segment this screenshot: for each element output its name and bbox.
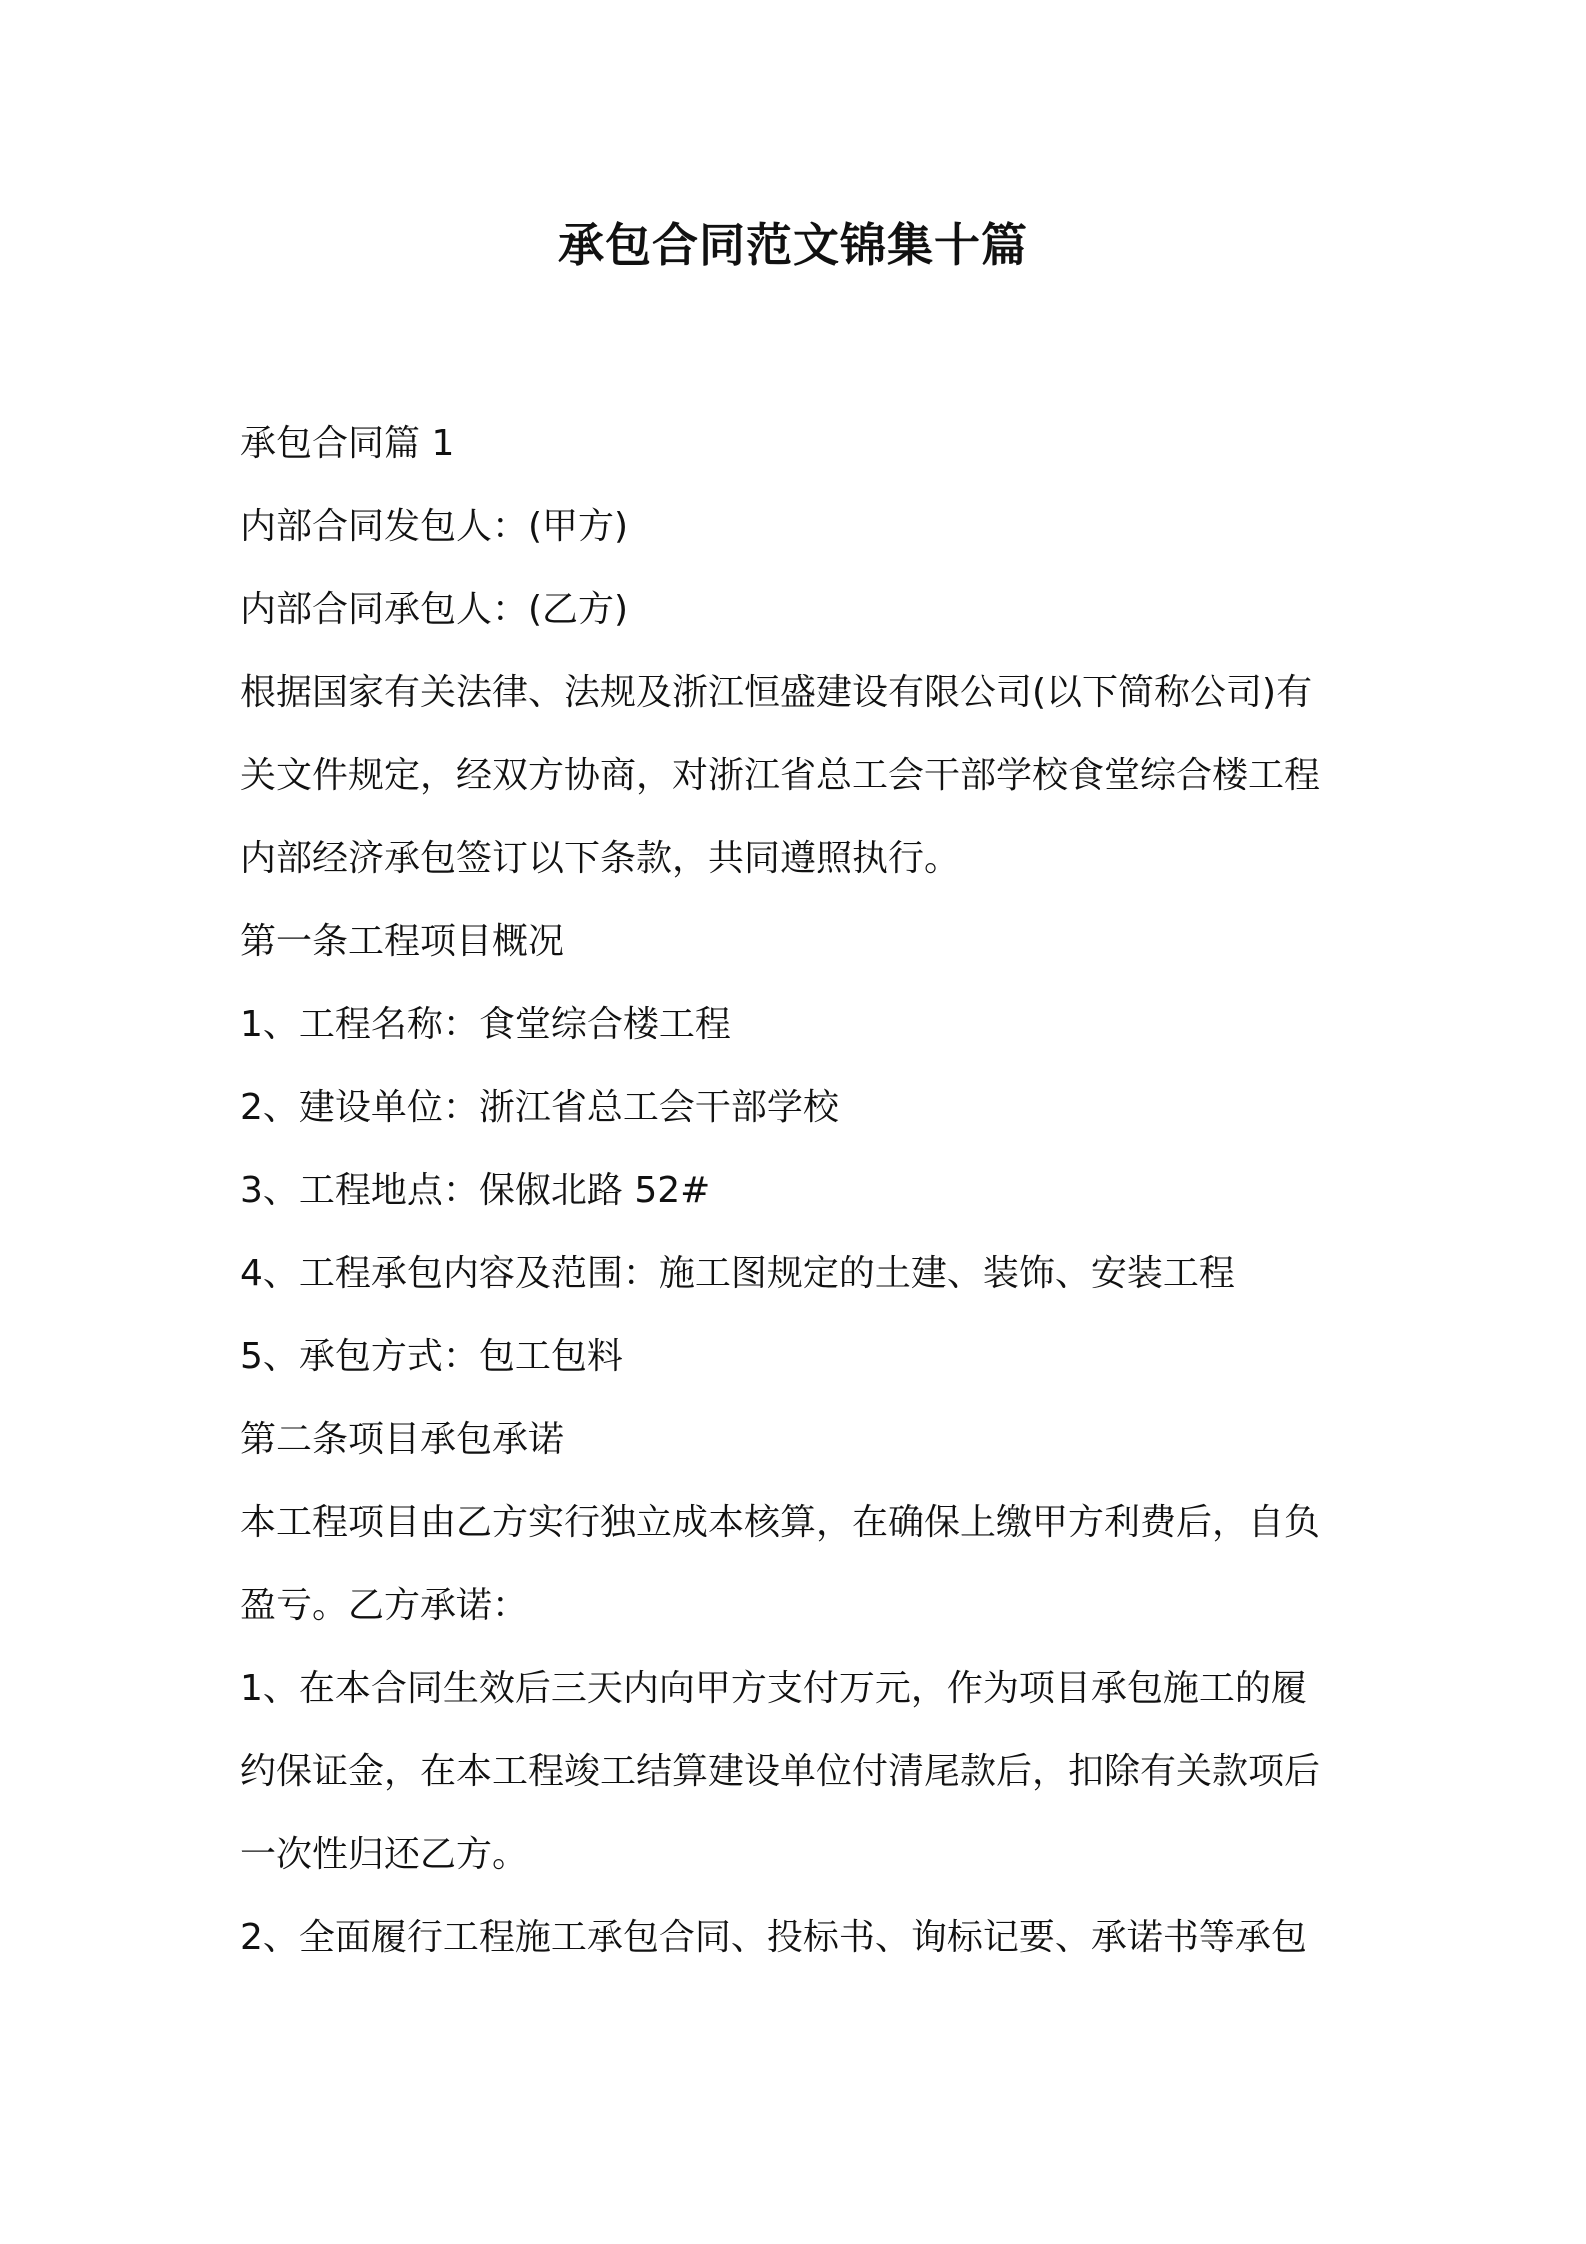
text-line: 4、工程承包内容及范围：施工图规定的土建、装饰、安装工程 [240,1253,1235,1294]
text-line: 第一条工程项目概况 [240,921,565,962]
text-line: 5、承包方式：包工包料 [240,1336,623,1377]
text-line: 关文件规定，经双方协商，对浙江省总工会干部学校食堂综合楼工程 [240,755,1321,796]
text-line: 根据国家有关法律、法规及浙江恒盛建设有限公司(以下简称公司)有 [240,672,1313,713]
text-line: 2、全面履行工程施工承包合同、投标书、询标记要、承诺书等承包 [240,1917,1307,1958]
document-body [240,402,1350,1979]
text-line: 3、工程地点：保俶北路 52# [240,1170,711,1211]
document-title: 承包合同范文锦集十篇 [558,218,1028,272]
text-line: 盈亏。乙方承诺： [240,1585,529,1626]
text-line: 约保证金，在本工程竣工结算建设单位付清尾款后，扣除有关款项后 [240,1751,1321,1792]
text-line: 1、工程名称：食堂综合楼工程 [240,1004,731,1045]
text-line: 第二条项目承包承诺 [240,1419,565,1460]
text-line: 内部合同发包人：(甲方) [240,506,629,547]
text-line: 内部合同承包人：(乙方) [240,589,629,630]
text-line: 本工程项目由乙方实行独立成本核算，在确保上缴甲方利费后，自负 [240,1502,1321,1543]
text-line: 一次性归还乙方。 [240,1834,529,1875]
text-line: 内部经济承包签订以下条款，共同遵照执行。 [240,838,961,879]
text-line: 承包合同篇 1 [240,423,455,464]
text-line: 2、建设单位：浙江省总工会干部学校 [240,1087,839,1128]
text-line: 1、在本合同生效后三天内向甲方支付万元，作为项目承包施工的履 [240,1668,1307,1709]
